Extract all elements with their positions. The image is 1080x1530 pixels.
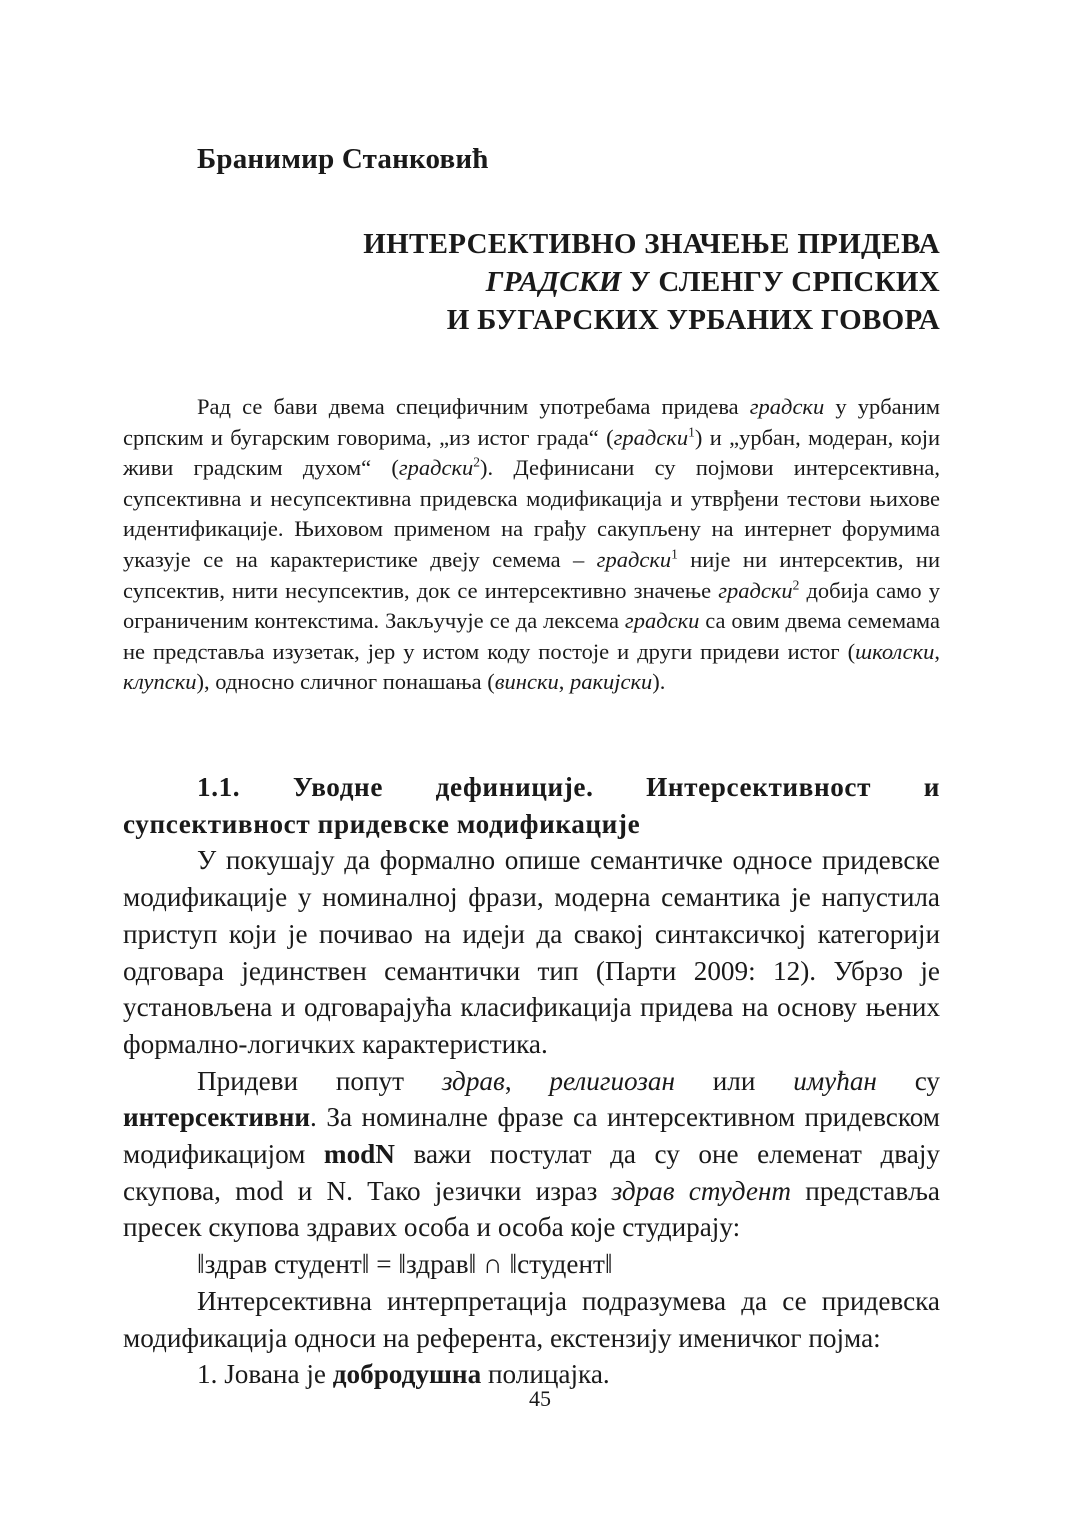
abstract-text: Рад се бави двема специфичним употребама придева (197, 394, 750, 419)
author-name: Бранимир Станковић (197, 143, 489, 175)
body-text: важи постулат да су оне елеменат двају скупова, mod и N. Тако језички израз (123, 1139, 940, 1206)
title-line-2-rest: У СЛЕНГУ СРПСКИХ (621, 266, 940, 298)
body-text: . За номиналне фразе са интерсективном придевском модификацијом (123, 1102, 940, 1170)
superscript: 1 (671, 546, 678, 562)
body-italic: здрав (441, 1065, 505, 1096)
body-italic: здрав студент (611, 1175, 792, 1206)
abstract-italic: градски (596, 546, 672, 572)
body-bold: интерсективни (123, 1102, 311, 1133)
body-bold: modN (323, 1139, 395, 1170)
body-text: представља пресек скупова здравих особа и особа које студирају: (123, 1175, 940, 1243)
body-text: Придеви попут (197, 1065, 442, 1096)
superscript: 1 (688, 424, 695, 440)
abstract-italic: градски (398, 455, 474, 481)
abstract-text: ), односно сличног понашања ( (196, 669, 495, 695)
superscript: 2 (473, 454, 481, 470)
abstract-text: није ни интерсектив, ни супсектив, нити несупсектив, док се интерсективно значење (123, 546, 941, 603)
abstract-italic: ракијски (569, 669, 653, 695)
title-line-1: ИНТЕРСЕКТИВНО ЗНАЧЕЊЕ ПРИДЕВА (363, 228, 940, 260)
abstract-text: , (934, 638, 940, 664)
abstract-italic: градски (718, 577, 793, 603)
abstract-italic: градски (613, 424, 689, 450)
abstract-text: ). (652, 669, 666, 695)
section-heading: 1.1. Уводне дефиниције. Интерсективност и супсективност придевске модификације (123, 772, 940, 839)
abstract-text: ) и „урбан, модеран, који живи градским духом“ ( (123, 424, 940, 481)
body-paragraph-1: У покушају да формално опише семантичке односе придевске модификације у номиналној фрази, модерна семантика је напустила приступ који је почивао на идеји да свакој синтаксичкој категорији одговара јединствен семантички тип (Парти 2009: 12). Убрзо је установљена и одговарајућа класификација придева на основу њених формално-логичких карактеристика. (123, 845, 940, 1059)
article-title (200, 225, 940, 339)
abstract-text: у урбаним српским и бугарским говорима, „из истог града“ ( (123, 394, 940, 450)
abstract (123, 392, 940, 698)
main-text (123, 769, 940, 1393)
page-number: 45 (529, 1386, 551, 1411)
body-text: 1. Јована је (197, 1359, 333, 1390)
body-bold: добродушна (332, 1359, 482, 1390)
abstract-text: са овим двема семемама не представља изузетак, јер у истом коду постоје и други придеви истог ( (123, 608, 941, 664)
abstract-italic: градски (749, 394, 825, 419)
title-line-3: И БУГАРСКИХ УРБАНИХ ГОВОРА (446, 304, 940, 336)
body-paragraph-2 (123, 1063, 940, 1247)
abstract-italic: школски (855, 638, 935, 664)
abstract-italic: вински (494, 669, 559, 695)
body-text: полицајка. (481, 1359, 610, 1390)
abstract-text: добија само у ограниченим контекстима. Закључује се да лексема (123, 577, 940, 634)
title-italic-word: ГРАДСКИ (485, 266, 622, 298)
abstract-italic: градски (624, 608, 700, 634)
title-line-2 (200, 263, 940, 301)
body-italic: имућан (793, 1065, 877, 1096)
abstract-text: ). Дефинисани су појмови интерсективна, супсективна и несупсективна придевска модификација и утврђени тестови њихове идентификације. Њиховом применом на грађу сакупљену на интернет форумима указује се на карактеристике двеју семема – (123, 455, 940, 572)
abstract-paragraph (123, 392, 940, 698)
abstract-text: , (558, 669, 570, 695)
body-paragraph-3: Интерсективна интерпретација подразумева да се придевска модификација односи на референта, екстензију именичког појма: (123, 1285, 940, 1353)
body-text: или (674, 1065, 794, 1096)
superscript: 2 (792, 577, 800, 593)
abstract-italic: клупски (123, 669, 197, 695)
formula: ‖здрав студент‖ = ‖здрав‖ ∩ ‖студент‖ (197, 1249, 613, 1280)
body-text: су (876, 1065, 940, 1096)
body-text: , (504, 1065, 550, 1096)
body-italic: религиозан (549, 1065, 675, 1096)
